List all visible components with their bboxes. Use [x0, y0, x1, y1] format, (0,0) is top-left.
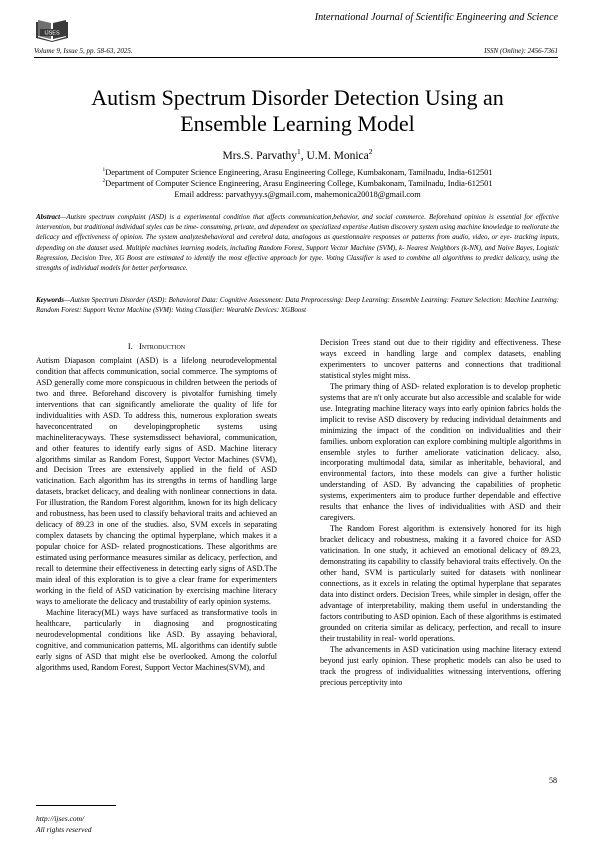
author-2: U.M. Monica	[306, 150, 369, 162]
keywords-text: —Autism Spectrum Disorder (ASD): Behavioral Data: Cognitive Assessment: Data Preprocessing: Deep Learning: Ensemble Learning: Feature Selection: Machine Learning: Random Forest: Support Vector Machine (SVM): Voting Classifier: Wearable Devices: XGBoost	[36, 296, 559, 315]
section-heading	[36, 342, 277, 353]
footer-rights: All rights reserved	[36, 825, 92, 834]
affiliation-2-text: Department of Computer Science Engineering, Arasu Engineering College, Kumbakonam, Tamilnadu, India-612501	[105, 179, 493, 188]
affiliation-1-text: Department of Computer Science Engineering, Arasu Engineering College, Kumbakonam, Tamilnadu, India-612501	[105, 168, 493, 177]
left-column	[36, 342, 277, 674]
abstract-label: Abstract	[36, 213, 61, 221]
paragraph: Machine literacy(ML) ways have surfaced as transformative tools in healthcare, particularly in diagnosing and prognosticating neurodevelopmental conditions like ASD. By assaying behavioral, cognitive, and communication patterns, ML algorithms can identify subtle early signs of ASD that might else be overlooked. Among the colorful algorithms used, Random Forest, Support Vector Machines(SVM), and	[36, 607, 277, 672]
affiliation-1-sup: 1	[102, 167, 106, 174]
author-line	[34, 147, 561, 162]
section-number: I.	[127, 342, 133, 351]
author-separator: ,	[300, 150, 307, 162]
author-2-sup: 2	[368, 147, 373, 157]
affiliation-1	[34, 167, 561, 178]
issn: ISSN (Online): 2456-7361	[484, 47, 558, 55]
abstract-text: —Autism spectrum complaint (ASD) is a experimental condition that affects communication,behavior, and social commerce. Beforehand opinion is essential for effective intervention, but traditional individual styles can be time- consuming, private, and dependent on specialized expertise Autism discovery system using machine knowledge to meliorate the delicacy and effectiveness of opinion. The system analyzesbehavioral and cerebral data, analogous as questionnaire responses or patterns from audio, video, or eye- tracking inputs, depending on the dataset used. Multiple machines learning models, including Random Forest, Support Vector Machine (SVM), k- Nearest Neighbors (k-NN), and Naive Bayes, Logistic Regression, Decision Tree, XG Boost are estimated to identify the most effective approach for type. Voting Classifier is used to combine all algorithms to predict delicacy, using the strengths of individual models for better performance.	[36, 213, 559, 273]
title-line-1: Autism Spectrum Disorder Detection Using an	[91, 85, 504, 110]
email-line: Email address: parvathyyy.s@gmail.com, mahemonica20018@gmail.com	[174, 190, 421, 199]
footer-rule	[36, 805, 116, 806]
keywords	[36, 295, 559, 315]
section-title: Introduction	[139, 342, 186, 351]
paragraph: Decision Trees stand out due to their rigidity and effectiveness. These ways exceed in handling large and complex datasets, enabling experimenters to uncover patterns and connections that traditional statistical styles might miss.	[320, 338, 561, 380]
affiliation-2-sup: 2	[102, 178, 106, 185]
paper-title	[34, 85, 561, 137]
footer-url[interactable]: http://ijses.com/	[36, 814, 85, 823]
abstract	[36, 212, 559, 273]
page-number: 58	[549, 776, 557, 785]
journal-logo	[34, 14, 70, 44]
keywords-label: Keywords	[36, 296, 64, 304]
volume-info: Volume 9, Issue 5, pp. 58-63, 2025.	[34, 47, 133, 55]
author-1-sup: 1	[296, 147, 301, 157]
paragraph: The advancements in ASD vaticination using machine literacy extend beyond just early opinion. These prophetic models can also be used to track the progress of individualities witnessing interventions, offering precious perceptivity into	[320, 644, 561, 687]
logo-text: IJSES	[44, 30, 60, 37]
paragraph: The Random Forest algorithm is extensively honored for its high bracket delicacy and robustness, making it a favored choice for ASD vaticination. In one study, it achieved an emotional delicacy of 89.23, demonstrating its capability to classify behavioral traits effectively. On the other hand, SVM is particularly suited for datasets with nonlinear connections, as it excels in relating the optimal hyperplane that separates data into distinct orders. Decision Trees, while simpler in design, offer the advantage of interpretability, making them useful in understanding the factors contributing to ASD opinion. Each of these algorithms is estimated grounded on criteria similar as delicacy, perfection, and recall to insure their trustability in real- world operations.	[320, 524, 561, 643]
paragraph: The primary thing of ASD- related exploration is to develop prophetic systems that are n't only accurate but also accessible and scalable for wide use. Integrating machine literacy ways into early opinion fabrics holds the implicit to revise ASD discovery by reducing individual detainments and minimizing the impact of the condition on individualities and their families. unborn exploration can explore combining multiple algorithms in ensemble styles to further ameliorate vaticination delicacy. also, incorporating multimodal data, similar as inheritable, behavioral, and environmental factors, into these models can give a further holistic understanding of ASD. By advancing the capabilities of prophetic systems, experimenters aim to produce further dependable and effective results that enhance the lives of individualities with ASD and their caregivers.	[320, 381, 561, 523]
title-line-2: Ensemble Learning Model	[180, 111, 415, 136]
journal-name: International Journal of Scientific Engineering and Science	[314, 12, 558, 23]
book-logo-icon	[34, 14, 70, 44]
right-column	[320, 338, 561, 689]
header-rule	[34, 57, 558, 58]
author-1: Mrs.S. Parvathy	[222, 150, 297, 162]
paragraph: Autism Diapason complaint (ASD) is a lifelong neurodevelopmental condition that affects communication, social commerce. The symptoms of ASD generally come more conspicuous in children between the periods of two and three. Beforehand discovery is pivotalfor furnishing timely interventions that can significantly ameliorate the quality of life for individualities with ASD. To address this, numerous exploration sweats haveconcentrated on developingprophetic systems using machineliteracyways. These systemsdissect behavioral, communication, and other features to identify early signs of ASD. Machine literacy algorithms similar as Random Forest, Support Vector Machines (SVM), and Decision Trees are extensively applied in the field of ASD vaticination. Each algorithm has its strengths in terms of handling large datasets, bracket delicacy, and dealing with nonlinear connections in data. For illustration, the Random Forest algorithm, known for its high delicacy and robustness, has been used to classify behavioral traits and achieved an delicacy of 89.23 in one of the studies. also, SVM excels in separating complex datasets by chancing the optimal hyperplane, which makes it a popular choice for ASD- related prognostications. These algorithms are estimated using performance measures similar as delicacy, perfection, and recall to determine their effectiveness in detecting early signs of ASD.The main ideal of this exploration is to give a clear frame for experimenters working in the field of ASD vaticination by exercising machine literacy ways to ameliorate the delicacy and trustability of early opinion systems.	[36, 355, 277, 606]
affiliation-2	[34, 178, 561, 189]
